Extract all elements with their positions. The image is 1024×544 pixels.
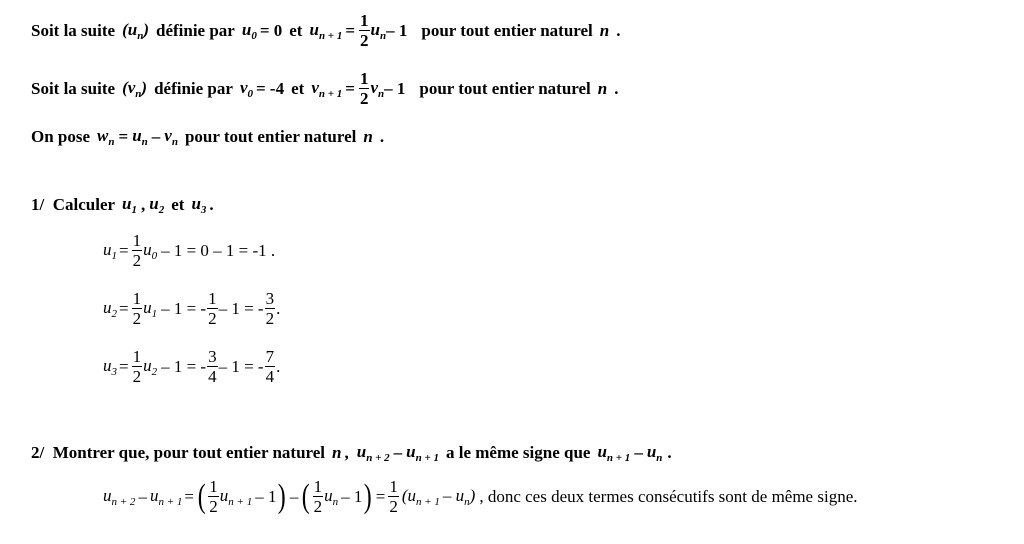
one-half-fraction: $\frac{1}{2}$ (209, 477, 218, 516)
one-half-fraction: $\frac{1}{2}$ (132, 347, 142, 386)
minus-one: – 1 (255, 486, 277, 506)
u1-symbol: $u_1$ (122, 194, 138, 216)
et-text: et (171, 195, 185, 214)
u-n1-symbol: $u_{n + 1}$ (149, 485, 183, 508)
for-all-text: pour tout entier naturel (421, 20, 593, 40)
comma: , (141, 195, 146, 214)
u0-symbol: $u_0$ (241, 19, 257, 42)
u-seq-symbol: $(u_n)$ (122, 19, 149, 42)
intro-text: Soit la suite (31, 20, 116, 40)
u1-symbol: $u_1$ (103, 239, 117, 262)
fraction: $\frac{3}{4}$ (208, 347, 217, 386)
answer-q2-line (103, 478, 858, 515)
one-half-fraction: $\frac{1}{2}$ (132, 289, 142, 328)
minus-one-equals: – 1 = - (161, 298, 207, 318)
one-half-fraction: $\frac{1}{2}$ (132, 231, 142, 270)
minus-one-equals: – 1 = - (161, 356, 207, 376)
defined-by-text: définie par (154, 78, 233, 98)
intro-text: On pose (31, 127, 91, 146)
equals-sign: = (118, 127, 129, 146)
n-symbol: n (597, 78, 608, 98)
u1-result: – 1 = 0 – 1 = -1 . (161, 240, 276, 260)
minus-one: – 1 (341, 486, 363, 506)
left-paren: ( (302, 477, 310, 515)
fraction: $\frac{1}{2}$ (208, 289, 217, 328)
et-text: et (289, 20, 303, 40)
for-all-text: pour tout entier naturel (419, 78, 591, 98)
minus-sign: – (138, 486, 147, 506)
u-n-symbol: $u_n$ (324, 485, 339, 508)
one-half-fraction: $\frac{1}{2}$ (359, 69, 369, 108)
v-sequence-definition (31, 70, 619, 107)
v-n-symbol: $v_n$ (370, 77, 385, 100)
u3-symbol: $u_3$ (191, 194, 207, 216)
result-fraction: $\frac{3}{2}$ (265, 289, 275, 328)
one-half-fraction: $\frac{1}{2}$ (313, 477, 323, 516)
equals-sign: = (119, 356, 129, 376)
answer-u2-line (103, 290, 280, 327)
et-text: et (291, 78, 305, 98)
question-1-heading (31, 194, 214, 216)
u0-symbol: $u_0$ (143, 239, 158, 262)
conclusion-text: , donc ces deux termes consécutifs sont de même signe. (479, 486, 858, 506)
u2-symbol: $u_2$ (103, 297, 117, 320)
difference-term: $(u_{n + 1} - u_n)$ (401, 485, 476, 508)
answer-u3-line (103, 348, 280, 385)
period: . (276, 298, 281, 318)
u-n-symbol: $u_n$ (132, 126, 148, 148)
n-symbol: n (599, 20, 610, 40)
period: . (616, 20, 621, 40)
u-n2-symbol: $u_{n + 2}$ (103, 485, 136, 508)
question-2-label: 2/ Montrer que, pour tout entier naturel (31, 443, 326, 462)
answer-u1-line (103, 232, 275, 269)
right-paren: ) (364, 477, 373, 515)
u-n1-symbol: $u_{n + 1}$ (406, 442, 439, 464)
n-symbol: n (332, 443, 342, 462)
u2-symbol: $u_2$ (149, 194, 165, 216)
minus-one-equals: – 1 = - (218, 298, 264, 318)
equals-sign: = (375, 486, 386, 506)
period: . (209, 195, 214, 214)
v0-value: = -4 (255, 78, 285, 98)
question-1-label: 1/ Calculer (31, 195, 116, 214)
minus-sign: – (151, 127, 161, 146)
defined-by-text: définie par (155, 20, 235, 40)
for-all-text: pour tout entier naturel (184, 127, 357, 146)
intro-text: Soit la suite (31, 78, 116, 98)
w-n-symbol: $w_n$ (97, 126, 115, 148)
period: . (667, 443, 672, 462)
minus-one: – 1 (384, 78, 406, 98)
equals-sign: = (345, 20, 356, 40)
comma: , (344, 443, 349, 462)
minus-one-equals: – 1 = - (218, 356, 264, 376)
u-next-symbol: $u_{n + 1}$ (309, 19, 343, 42)
u1-symbol: $u_1$ (143, 297, 158, 320)
v-next-symbol: $v_{n + 1}$ (311, 77, 343, 100)
question-2-heading (31, 442, 672, 464)
u2-symbol: $u_2$ (143, 355, 158, 378)
minus-one: – 1 (386, 20, 408, 40)
minus-sign: – (393, 443, 403, 462)
minus-sign: – (634, 443, 643, 462)
equals-sign: = (345, 78, 355, 98)
period: . (379, 127, 385, 146)
u-n-symbol: $u_n$ (646, 442, 663, 464)
u3-symbol: $u_3$ (103, 355, 117, 378)
same-sign-text: a le même signe que (445, 443, 591, 462)
result-fraction: $\frac{7}{4}$ (265, 347, 275, 386)
n-symbol: n (363, 127, 373, 146)
v-seq-symbol: $(v_n)$ (122, 77, 148, 100)
u-n2-symbol: $u_{n + 2}$ (356, 442, 390, 464)
minus-sign: – (289, 486, 299, 506)
period: . (614, 78, 619, 98)
u-n-symbol: $u_n$ (370, 19, 387, 42)
period: . (276, 356, 281, 376)
left-paren: ( (197, 477, 206, 515)
u-sequence-definition (31, 12, 621, 49)
w-sequence-definition (31, 126, 384, 148)
v-n-symbol: $v_n$ (164, 126, 178, 148)
v0-symbol: $v_0$ (239, 77, 253, 100)
equals-sign: = (184, 486, 194, 506)
equals-sign: = (119, 298, 129, 318)
u-n1-symbol: $u_{n + 1}$ (219, 485, 253, 508)
u0-value: = 0 (259, 20, 283, 40)
u-n1-symbol: $u_{n + 1}$ (597, 442, 631, 464)
equals-sign: = (119, 240, 129, 260)
right-paren: ) (278, 477, 287, 515)
one-half-fraction: $\frac{1}{2}$ (389, 477, 398, 516)
one-half-fraction: $\frac{1}{2}$ (360, 11, 369, 50)
